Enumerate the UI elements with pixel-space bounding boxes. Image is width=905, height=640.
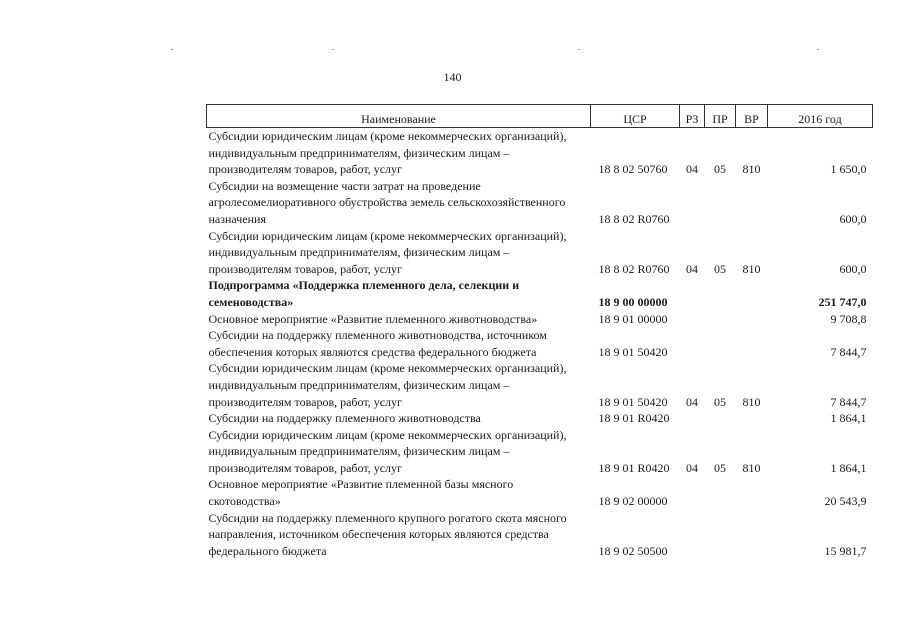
- cell-name: Основное мероприятие «Развитие племенного животноводства»: [208, 311, 538, 326]
- cell-vr: [736, 311, 768, 328]
- cell-amount: 1 864,1: [830, 460, 867, 475]
- cell-vr: [736, 327, 768, 360]
- cell-pr: [705, 327, 736, 360]
- cell-vr: [736, 476, 768, 509]
- cell-pr: [705, 311, 736, 328]
- cell-rz: [680, 327, 705, 360]
- cell-pr: 05: [714, 394, 726, 409]
- budget-table: [206, 104, 873, 559]
- cell-name: Субсидии юридическим лицам (кроме некоммерческих организаций), индивидуальным предпринимателям, физическим лицам – производителям товаров, работ, услуг: [208, 129, 567, 177]
- cell-amount: 1 650,0: [830, 162, 867, 177]
- cell-amount: 600,0: [839, 261, 867, 276]
- cell-amount: 15 981,7: [824, 543, 867, 558]
- scan-dot: [578, 49, 580, 50]
- cell-rz: [680, 311, 705, 328]
- cell-vr: [736, 510, 768, 560]
- table-row: [207, 311, 873, 328]
- table-row: [207, 128, 873, 178]
- cell-amount: 7 844,7: [830, 344, 867, 359]
- cell-pr: 05: [714, 261, 726, 276]
- cell-csr: 18 9 02 50500: [598, 543, 668, 558]
- cell-csr: 18 9 01 R0420: [598, 411, 670, 426]
- cell-pr: [705, 178, 736, 228]
- cell-rz: 04: [686, 162, 698, 177]
- table-row: [207, 360, 873, 410]
- table-row: [207, 327, 873, 360]
- cell-name: Субсидии юридическим лицам (кроме некоммерческих организаций), индивидуальным предпринимателям, физическим лицам – производителям товаров, работ, услуг: [208, 427, 567, 475]
- table-row: [207, 277, 873, 310]
- cell-csr: 18 9 02 00000: [598, 494, 668, 509]
- cell-rz: 04: [686, 460, 698, 475]
- cell-pr: 05: [714, 162, 726, 177]
- cell-csr: 18 8 02 R0760: [598, 211, 670, 226]
- page-number: 140: [443, 70, 462, 84]
- cell-rz: [680, 410, 705, 427]
- cell-rz: [680, 510, 705, 560]
- cell-rz: 04: [686, 261, 698, 276]
- cell-pr: [705, 476, 736, 509]
- header-pr: ПР: [705, 105, 736, 128]
- cell-name: Субсидии на возмещение части затрат на проведение агролесомелиоративного обустройства земель сельскохозяйственного назначения: [208, 178, 566, 226]
- table-row: [207, 178, 873, 228]
- table-row: [207, 228, 873, 278]
- cell-rz: [680, 476, 705, 509]
- cell-csr: 18 9 01 50420: [598, 344, 668, 359]
- table-row: [207, 510, 873, 560]
- cell-amount: 1 864,1: [830, 411, 867, 426]
- cell-vr: 810: [742, 162, 761, 177]
- cell-csr: 18 9 01 00000: [598, 311, 668, 326]
- cell-amount: 9 708,8: [830, 311, 867, 326]
- cell-pr: 05: [714, 460, 726, 475]
- cell-name: Субсидии на поддержку племенного животноводства, источником обеспечения которых являются средства федерального бюджета: [208, 328, 547, 359]
- header-vr: ВР: [736, 105, 768, 128]
- cell-name: Подпрограмма «Поддержка племенного дела, селекции и семеноводства»: [208, 278, 520, 309]
- cell-vr: 810: [742, 394, 761, 409]
- header-name: Наименование: [207, 105, 591, 128]
- cell-amount: 600,0: [839, 211, 867, 226]
- table-row: [207, 410, 873, 427]
- cell-csr: 18 8 02 50760: [598, 162, 668, 177]
- cell-csr: 18 9 01 R0420: [598, 460, 670, 475]
- cell-name: Субсидии юридическим лицам (кроме некоммерческих организаций), индивидуальным предпринимателям, физическим лицам – производителям товаров, работ, услуг: [208, 361, 567, 409]
- cell-vr: [736, 277, 768, 310]
- scan-dot: [171, 49, 173, 50]
- cell-csr: 18 9 01 50420: [598, 394, 668, 409]
- table-header-row: [207, 105, 873, 128]
- cell-csr: 18 8 02 R0760: [598, 261, 670, 276]
- cell-name: Субсидии на поддержку племенного крупного рогатого скота мясного направления, источником обеспечения которых являются средства федерального бюджета: [208, 510, 567, 558]
- cell-rz: [680, 178, 705, 228]
- cell-csr: 18 9 00 00000: [598, 294, 668, 309]
- cell-pr: [705, 410, 736, 427]
- header-year: 2016 год: [768, 105, 873, 128]
- cell-pr: [705, 510, 736, 560]
- cell-vr: 810: [742, 460, 761, 475]
- header-rz: РЗ: [680, 105, 705, 128]
- cell-vr: 810: [742, 261, 761, 276]
- table-row: [207, 476, 873, 509]
- cell-rz: [680, 277, 705, 310]
- cell-name: Субсидии юридическим лицам (кроме некоммерческих организаций), индивидуальным предпринимателям, физическим лицам – производителям товаров, работ, услуг: [208, 228, 567, 276]
- cell-rz: 04: [686, 394, 698, 409]
- cell-vr: [736, 410, 768, 427]
- cell-amount: 20 543,9: [824, 494, 867, 509]
- cell-amount: 251 747,0: [818, 294, 867, 309]
- cell-name: Основное мероприятие «Развитие племенной базы мясного скотоводства»: [208, 477, 514, 509]
- cell-name: Субсидии на поддержку племенного животноводства: [208, 411, 481, 426]
- scan-dot: [332, 49, 334, 50]
- header-csr: ЦСР: [591, 105, 680, 128]
- scan-dot: [817, 49, 819, 50]
- table-row: [207, 427, 873, 477]
- cell-amount: 7 844,7: [830, 394, 867, 409]
- cell-pr: [705, 277, 736, 310]
- cell-vr: [736, 178, 768, 228]
